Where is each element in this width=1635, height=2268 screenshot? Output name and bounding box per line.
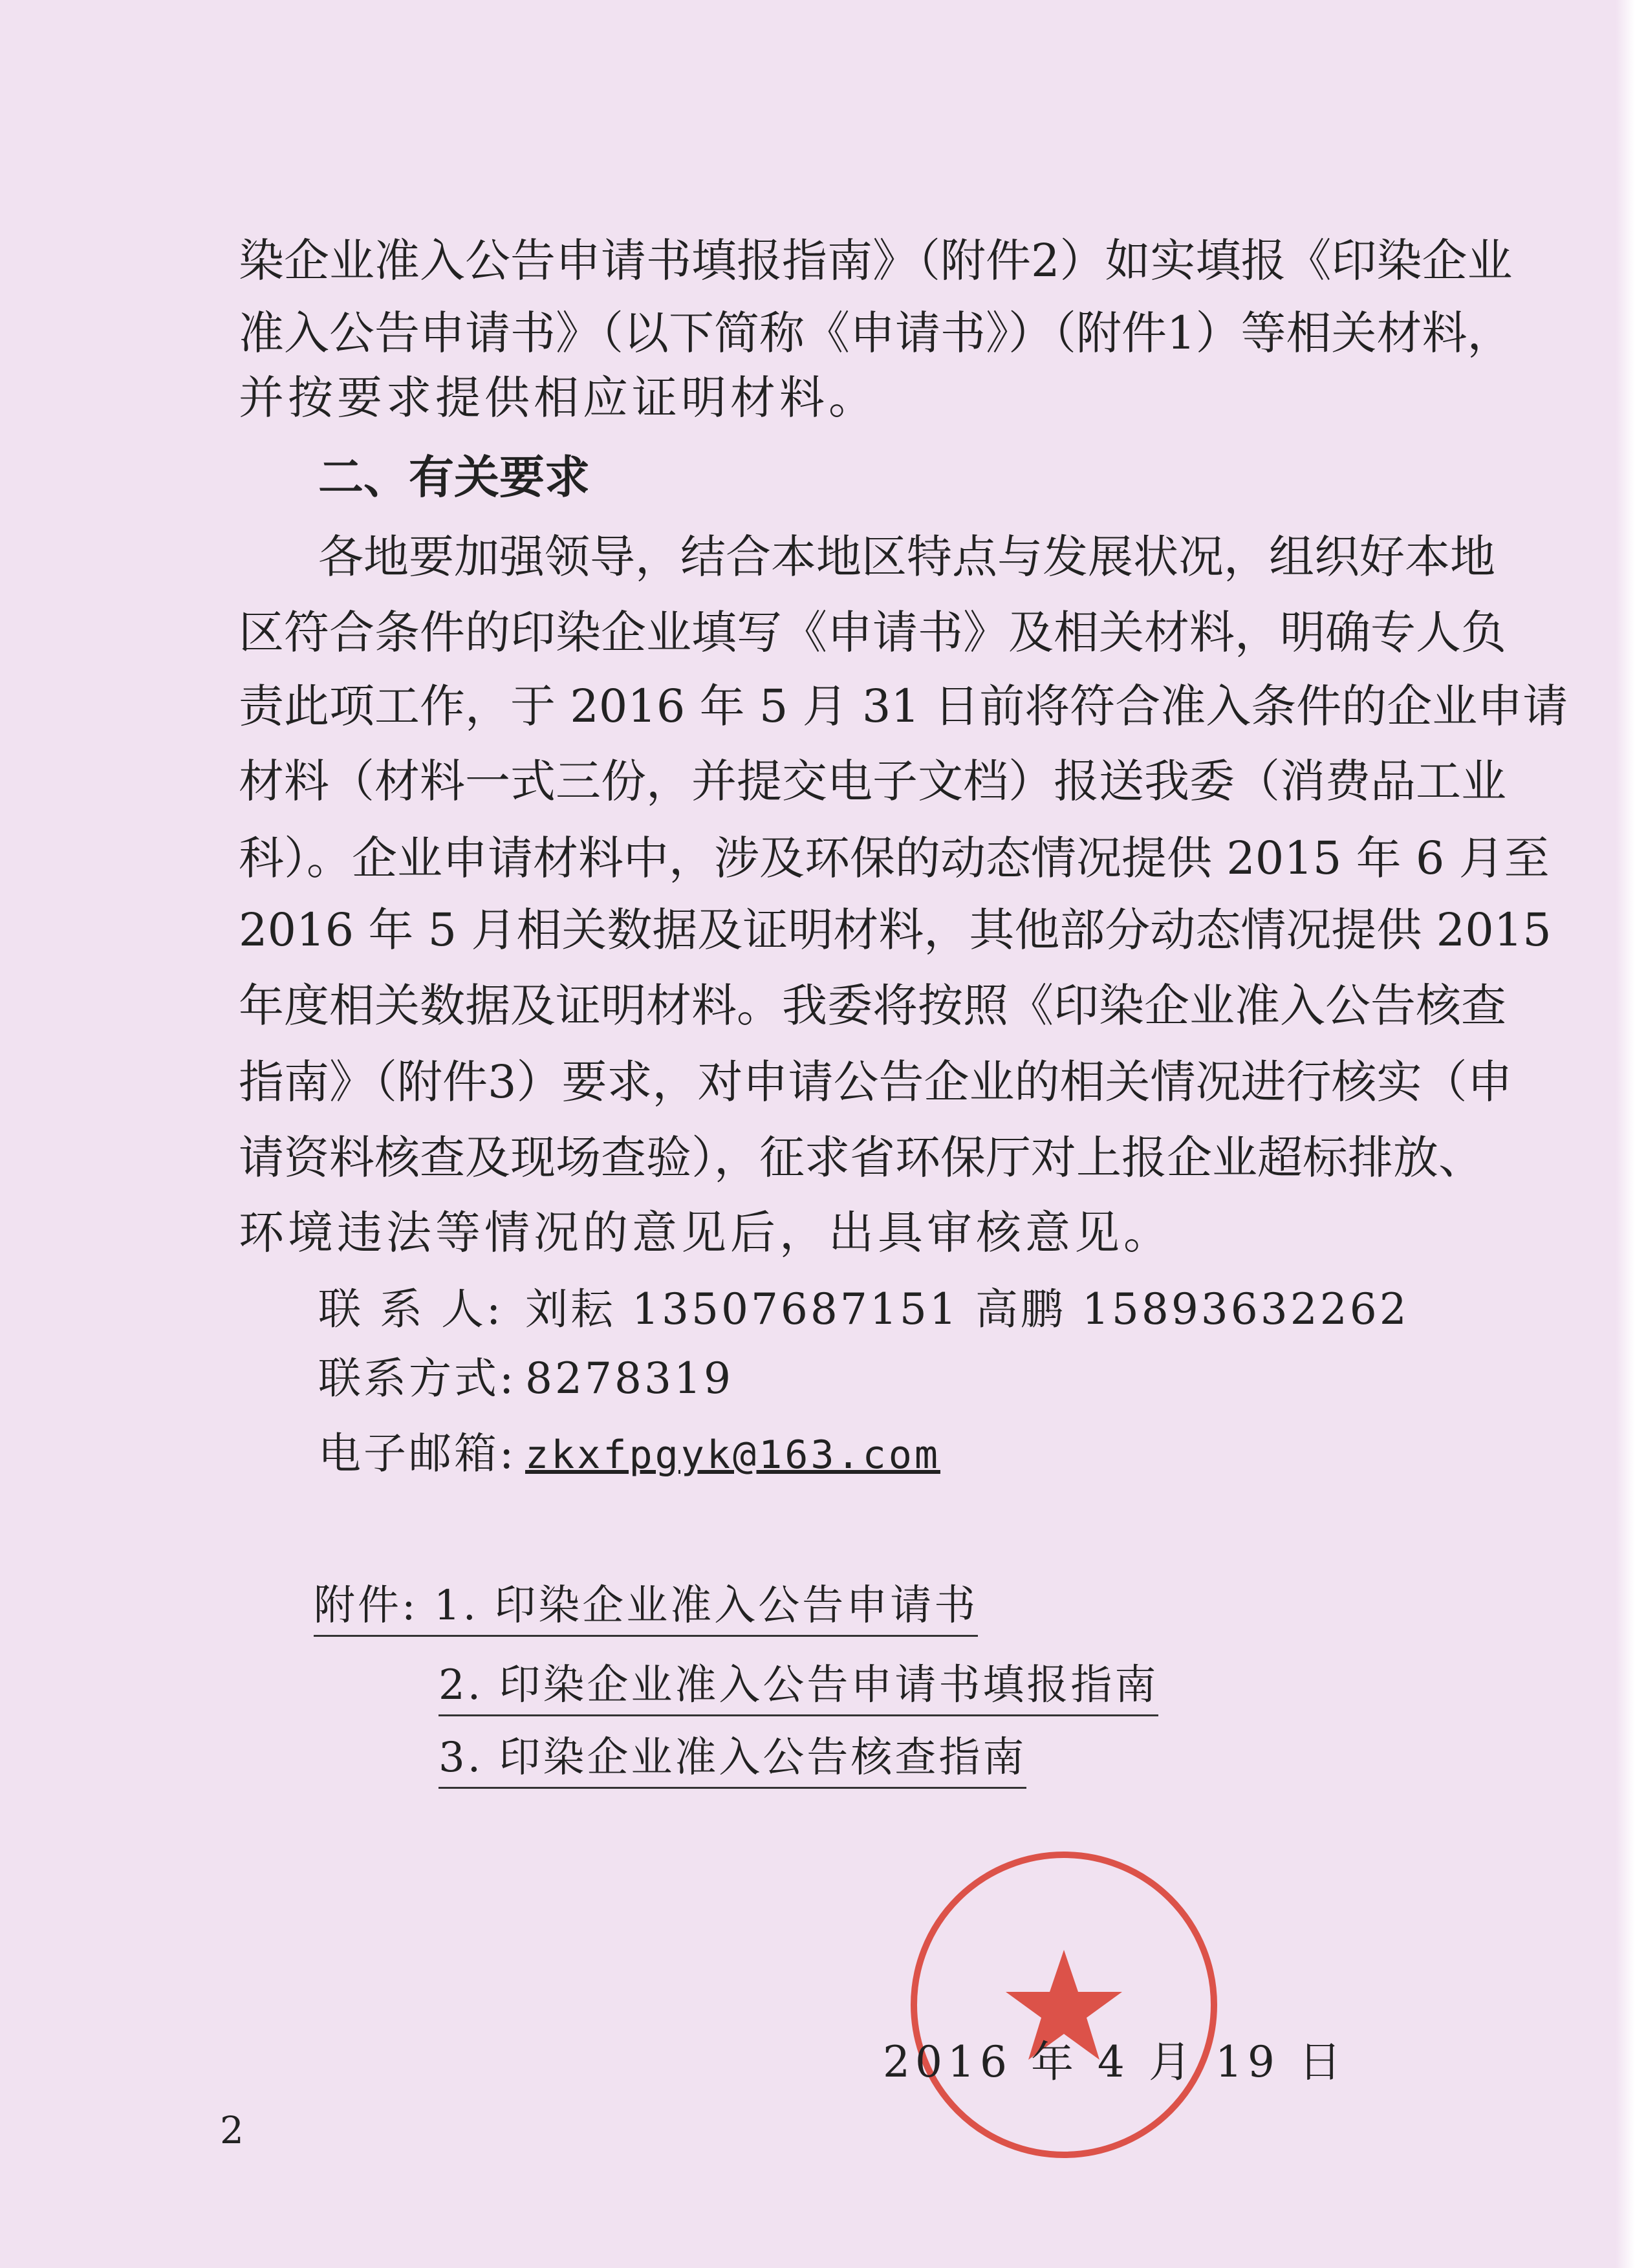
email-link[interactable]: zkxfpgyk@163.com [525,1432,940,1478]
body-line: 环境违法等情况的意见后，出具审核意见。 [239,1206,1173,1259]
body-line: 并按要求提供相应证明材料。 [239,371,878,424]
attachment-item-3: 3. 印染企业准入公告核查指南 [439,1729,1026,1789]
body-line: 材料（材料一式三份，并提交电子文档）报送我委（消费品工业 [239,755,1506,808]
body-line: 请资料核查及现场查验），征求省环保厅对上报企业超标排放、 [239,1131,1484,1184]
contact-email-label: 电子邮箱: [318,1429,517,1478]
contact-phone-label: 联系方式: [318,1354,517,1403]
body-line: 年度相关数据及证明材料。我委将按照《印染企业准入公告核查 [239,979,1506,1032]
body-line: 区符合条件的印染企业填写《申请书》及相关材料，明确专人负 [239,606,1506,659]
contact-email [318,1421,940,1487]
body-line: 科）。企业申请材料中，涉及环保的动态情况提供 2015 年 6 月至 [239,832,1550,885]
section-heading: 二、有关要求 [318,451,590,504]
body-line: 责此项工作，于 2016 年 5 月 31 日前将符合准入条件的企业申请 [239,680,1568,733]
attachment-item-2: 2. 印染企业准入公告申请书填报指南 [439,1656,1158,1716]
contact-phone-value: 8278319 [525,1354,733,1403]
contact-person-label: 联 系 人: [318,1284,504,1334]
contact-person [318,1277,1409,1342]
official-seal [902,1843,1226,2166]
body-line: 各地要加强领导，结合本地区特点与发展状况，组织好本地 [318,530,1495,583]
attachment-title: 1. 印染企业准入公告申请书 [433,1582,979,1630]
body-line: 2016 年 5 月相关数据及证明材料，其他部分动态情况提供 2015 [239,903,1552,956]
page-number: 2 [220,2108,244,2152]
body-line: 准入公告申请书》（以下简称《申请书》）（附件1）等相关材料， [239,307,1513,360]
contact-person-value: 刘耘 13507687151 高鹏 15893632262 [525,1284,1409,1334]
contact-phone [318,1346,733,1411]
document-date: 2016 年 4 月 19 日 [883,2037,1347,2087]
body-line: 染企业准入公告申请书填报指南》（附件2）如实填报《印染企业 [239,234,1513,287]
attachments-label: 附件: [314,1582,418,1630]
body-line: 指南》（附件3）要求，对申请公告企业的相关情况进行核实（申 [239,1055,1513,1108]
scan-edge [1616,0,1635,2268]
attachment-item-1 [314,1577,978,1637]
